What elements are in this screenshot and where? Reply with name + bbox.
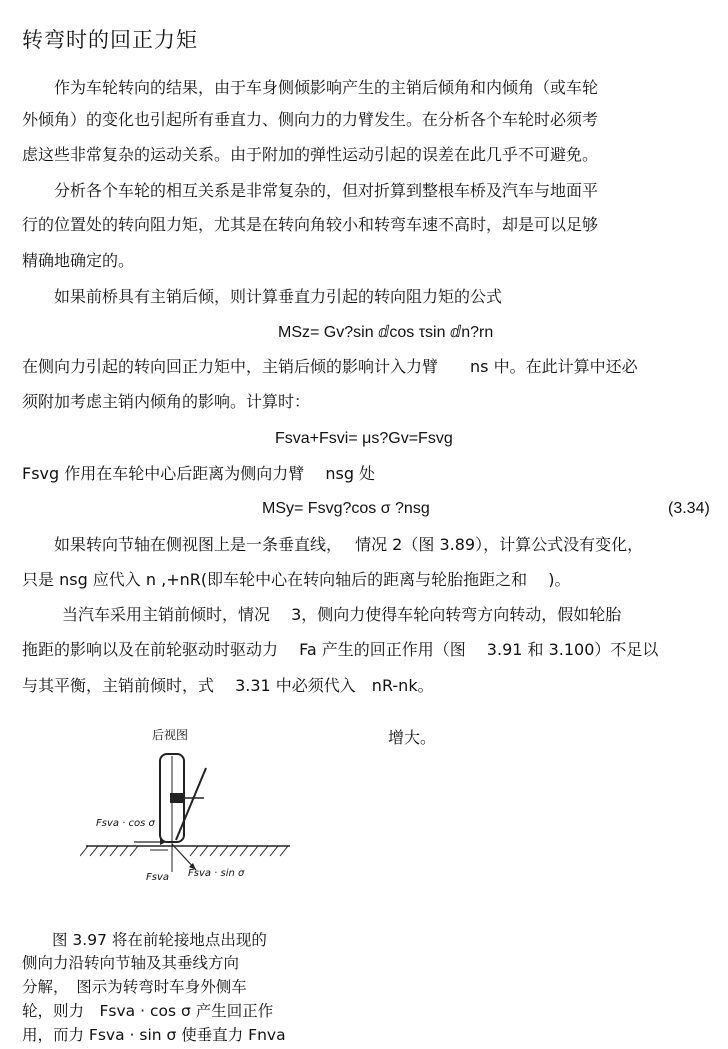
figure-caption-line: 分解， 图示为转弯时车身外侧车	[22, 978, 247, 996]
figure-caption-line: 侧向力沿转向节轴及其垂线方向	[22, 954, 240, 972]
figure-caption-line: 图 3.97 将在前轮接地点出现的	[52, 931, 267, 949]
figure-wheel-force-diagram	[80, 722, 300, 897]
increase-text: 增大。	[388, 728, 437, 747]
paragraph-line: 拖距的影响以及在前轮驱动时驱动力 Fa 产生的回正作用（图 3.91 和 3.100）不足以	[22, 640, 659, 659]
page-title: 转弯时的回正力矩	[22, 28, 198, 52]
paragraph-line: Fsvg 作用在车轮中心后距离为侧向力臂 nsg 处	[22, 464, 376, 483]
formula-fsva: Fsva+Fsvi= μs?Gv=Fsvg	[275, 430, 453, 447]
paragraph-line: 在侧向力引起的转向回正力矩中，主销后倾的影响计入力臂 ns 中。在此计算中还必	[22, 357, 638, 376]
figure-caption-line: 轮，则力 Fsva · cos σ 产生回正作	[22, 1002, 274, 1020]
paragraph-line: 与其平衡，主销前倾时，式 3.31 中必须代入 nR-nk。	[22, 676, 434, 695]
formula-msz: MSz= Gv?sin ⅆcos τsin ⅆn?rn	[278, 324, 494, 341]
figure-view-label: 后视图	[152, 728, 189, 742]
paragraph-line: 行的位置处的转向阻力矩，尤其是在转向角较小和转弯车速不高时，却是可以足够	[22, 215, 599, 234]
paragraph-line: 如果转向节轴在侧视图上是一条垂直线， 情况 2（图 3.89），计算公式没有变化，	[54, 535, 644, 554]
paragraph-line: 分析各个车轮的相互关系是非常复杂的，但对折算到整根车桥及汽车与地面平	[54, 181, 599, 200]
paragraph-line: 作为车轮转向的结果，由于车身侧倾影响产生的主销后倾角和内倾角（或车轮	[54, 78, 599, 97]
label-fsva-sin: Fsva · sin σ	[188, 868, 245, 879]
paragraph-line: 只是 nsg 应代入 n ,+nR(即车轮中心在转向轴后的距离与轮胎拖距之和 )。	[22, 570, 571, 589]
paragraph-line: 须附加考虑主销内倾角的影响。计算时：	[22, 392, 311, 411]
label-fsva-cos: Fsva · cos σ	[96, 818, 155, 829]
paragraph-line: 外倾角）的变化也引起所有垂直力、侧向力的力臂发生。在分析各个车轮时必须考	[22, 110, 599, 129]
formula-msy: MSy= Fsvg?cos σ ?nsg	[262, 500, 430, 517]
label-fsva: Fsva	[146, 872, 170, 883]
paragraph-line: 精确地确定的。	[22, 251, 135, 270]
equation-number: (3.34)	[668, 500, 710, 517]
paragraph-line: 虑这些非常复杂的运动关系。由于附加的弹性运动引起的误差在此几乎不可避免。	[22, 145, 599, 164]
paragraph-line: 当汽车采用主销前倾时，情况 3，侧向力使得车轮向转弯方向转动，假如轮胎	[62, 605, 622, 624]
figure-caption-line: 用，而力 Fsva · sin σ 使垂直力 Fnva	[22, 1026, 286, 1044]
paragraph-line: 如果前桥具有主销后倾，则计算垂直力引起的转向阻力矩的公式	[54, 287, 503, 306]
